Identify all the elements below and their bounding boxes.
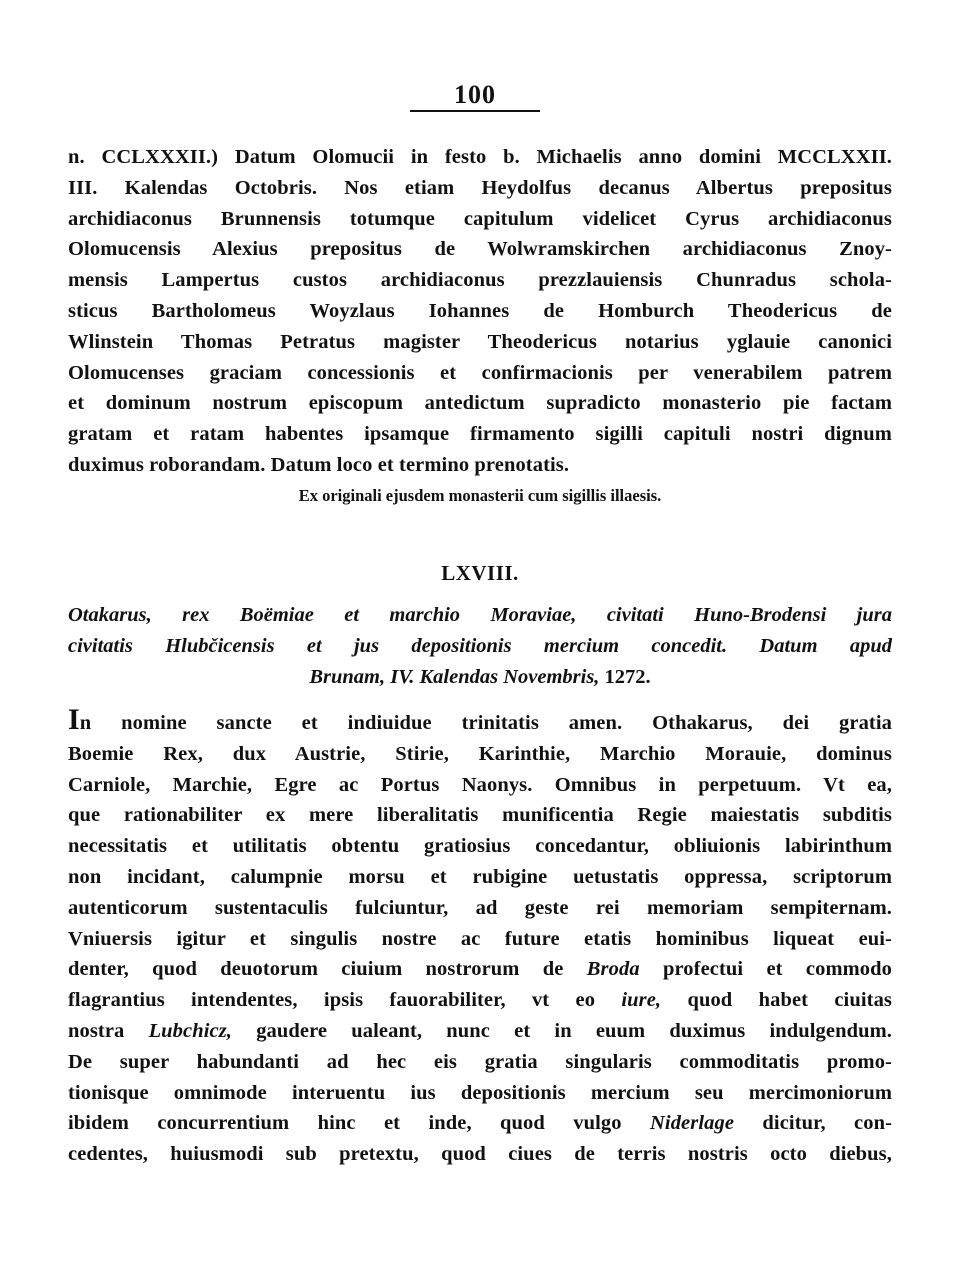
text-line: duximus roborandam. Datum loco et termino prenotatis. — [68, 453, 570, 476]
text-segment: profectui et commodo — [639, 958, 892, 981]
text-segment: ibidem concurrentium hinc et inde, quod vulgo — [68, 1112, 650, 1135]
regest-date: Brunam, IV. Kalendas Novembris, — [309, 665, 600, 688]
text-segment: quod habet ciuitas — [661, 989, 892, 1012]
emphasized-word: iure, — [621, 989, 662, 1012]
text-line: Olomucenses graciam concessionis et confirmacionis per venerabilem patrem — [68, 361, 892, 384]
emphasized-word: Niderlage — [650, 1112, 735, 1135]
text-segment: gaudere ualeant, nunc et in euum duximus indulgendum. — [232, 1019, 892, 1042]
text-line: mensis Lampertus custos archidiaconus prezzlauiensis Chunradus schola- — [68, 269, 892, 292]
text-segment: denter, quod deuotorum ciuium nostrorum de — [68, 958, 587, 981]
text-line: n. CCLXXXII.) Datum Olomucii in festo b. Michaelis anno domini MCCLXXII. — [68, 146, 892, 168]
text-line — [68, 954, 892, 985]
page-number: 100 — [454, 80, 496, 109]
text-line: Olomucensis Alexius prepositus de Wolwramskirchen archidiaconus Znoy- — [68, 238, 892, 261]
text-line: gratam et ratam habentes ipsamque firmamento sigilli capituli nostri dignum — [68, 423, 892, 446]
text-line — [68, 1016, 892, 1047]
text-line: tionisque omnimode interuentu ius depositionis mercium seu mercimoniorum — [68, 1081, 892, 1104]
text-line: autenticorum sustentaculis fulciuntur, ad geste rei memoriam sempiternam. — [68, 896, 892, 919]
text-line: sticus Bartholomeus Woyzlaus Iohannes de Homburch Theodericus de — [68, 299, 892, 322]
text-segment: dicitur, con- — [734, 1112, 892, 1135]
text-line: archidiaconus Brunnensis totumque capitulum videlicet Cyrus archidiaconus — [68, 207, 892, 230]
text-line — [68, 1108, 892, 1139]
text-segment: flagrantius intendentes, ipsis fauorabiliter, vt eo — [68, 989, 622, 1012]
text-segment: nostra — [68, 1019, 149, 1042]
document-regest — [68, 600, 892, 692]
text-line: non incidant, calumpnie morsu et rubigine uetustatis oppressa, scriptorum — [68, 865, 892, 888]
source-note: Ex originali ejusdem monasterii cum sigillis illaesis. — [298, 486, 662, 505]
text-line: De super habundanti ad hec eis gratia singularis commoditatis promo- — [68, 1050, 892, 1073]
initial-letter: I — [68, 708, 80, 736]
text-line-first — [68, 708, 892, 739]
document-body — [68, 708, 892, 1170]
place-name: Broda — [586, 958, 640, 981]
continuation-text — [68, 142, 892, 481]
regest-year: 1272. — [604, 665, 651, 688]
text-line: que rationabiliter ex mere liberalitatis munificentia Regie maiestatis subditis — [68, 804, 892, 827]
text-line: necessitatis et utilitatis obtentu gratiosius concedantur, obliuionis labirinthum — [68, 835, 892, 858]
text-line: Wlinstein Thomas Petratus magister Theodericus notarius yglauie canonici — [68, 330, 892, 353]
regest-line: Otakarus, rex Boëmiae et marchio Moraviae, civitati Huno-Brodensi jura — [68, 604, 892, 626]
text-line: Carniole, Marchie, Egre ac Portus Naonys. Omnibus in perpetuum. Vt ea, — [68, 773, 892, 796]
text-line-content: n nomine sancte et indiuidue trinitatis amen. Othakarus, dei gratia — [79, 712, 892, 734]
text-line: et dominum nostrum episcopum antedictum supradicto monasterio pie factam — [68, 392, 892, 415]
place-name: Lubchicz, — [148, 1019, 233, 1042]
text-line: cedentes, huiusmodi sub pretextu, quod ciues de terris nostris octo diebus, — [68, 1143, 892, 1166]
text-line: III. Kalendas Octobris. Nos etiam Heydolfus decanus Albertus prepositus — [68, 176, 892, 199]
regest-line: civitatis Hlubčicensis et jus depositionis mercium concedit. Datum apud — [68, 634, 892, 657]
regest-line-last — [68, 662, 892, 693]
text-line — [68, 985, 892, 1016]
text-line: Vniuersis igitur et singulis nostre ac future etatis hominibus liqueat eui- — [68, 927, 892, 950]
document-number: LXVIII. — [441, 561, 519, 585]
page-number-rule — [410, 110, 540, 112]
text-line: Boemie Rex, dux Austrie, Stirie, Karinthie, Marchio Morauie, dominus — [68, 742, 892, 765]
